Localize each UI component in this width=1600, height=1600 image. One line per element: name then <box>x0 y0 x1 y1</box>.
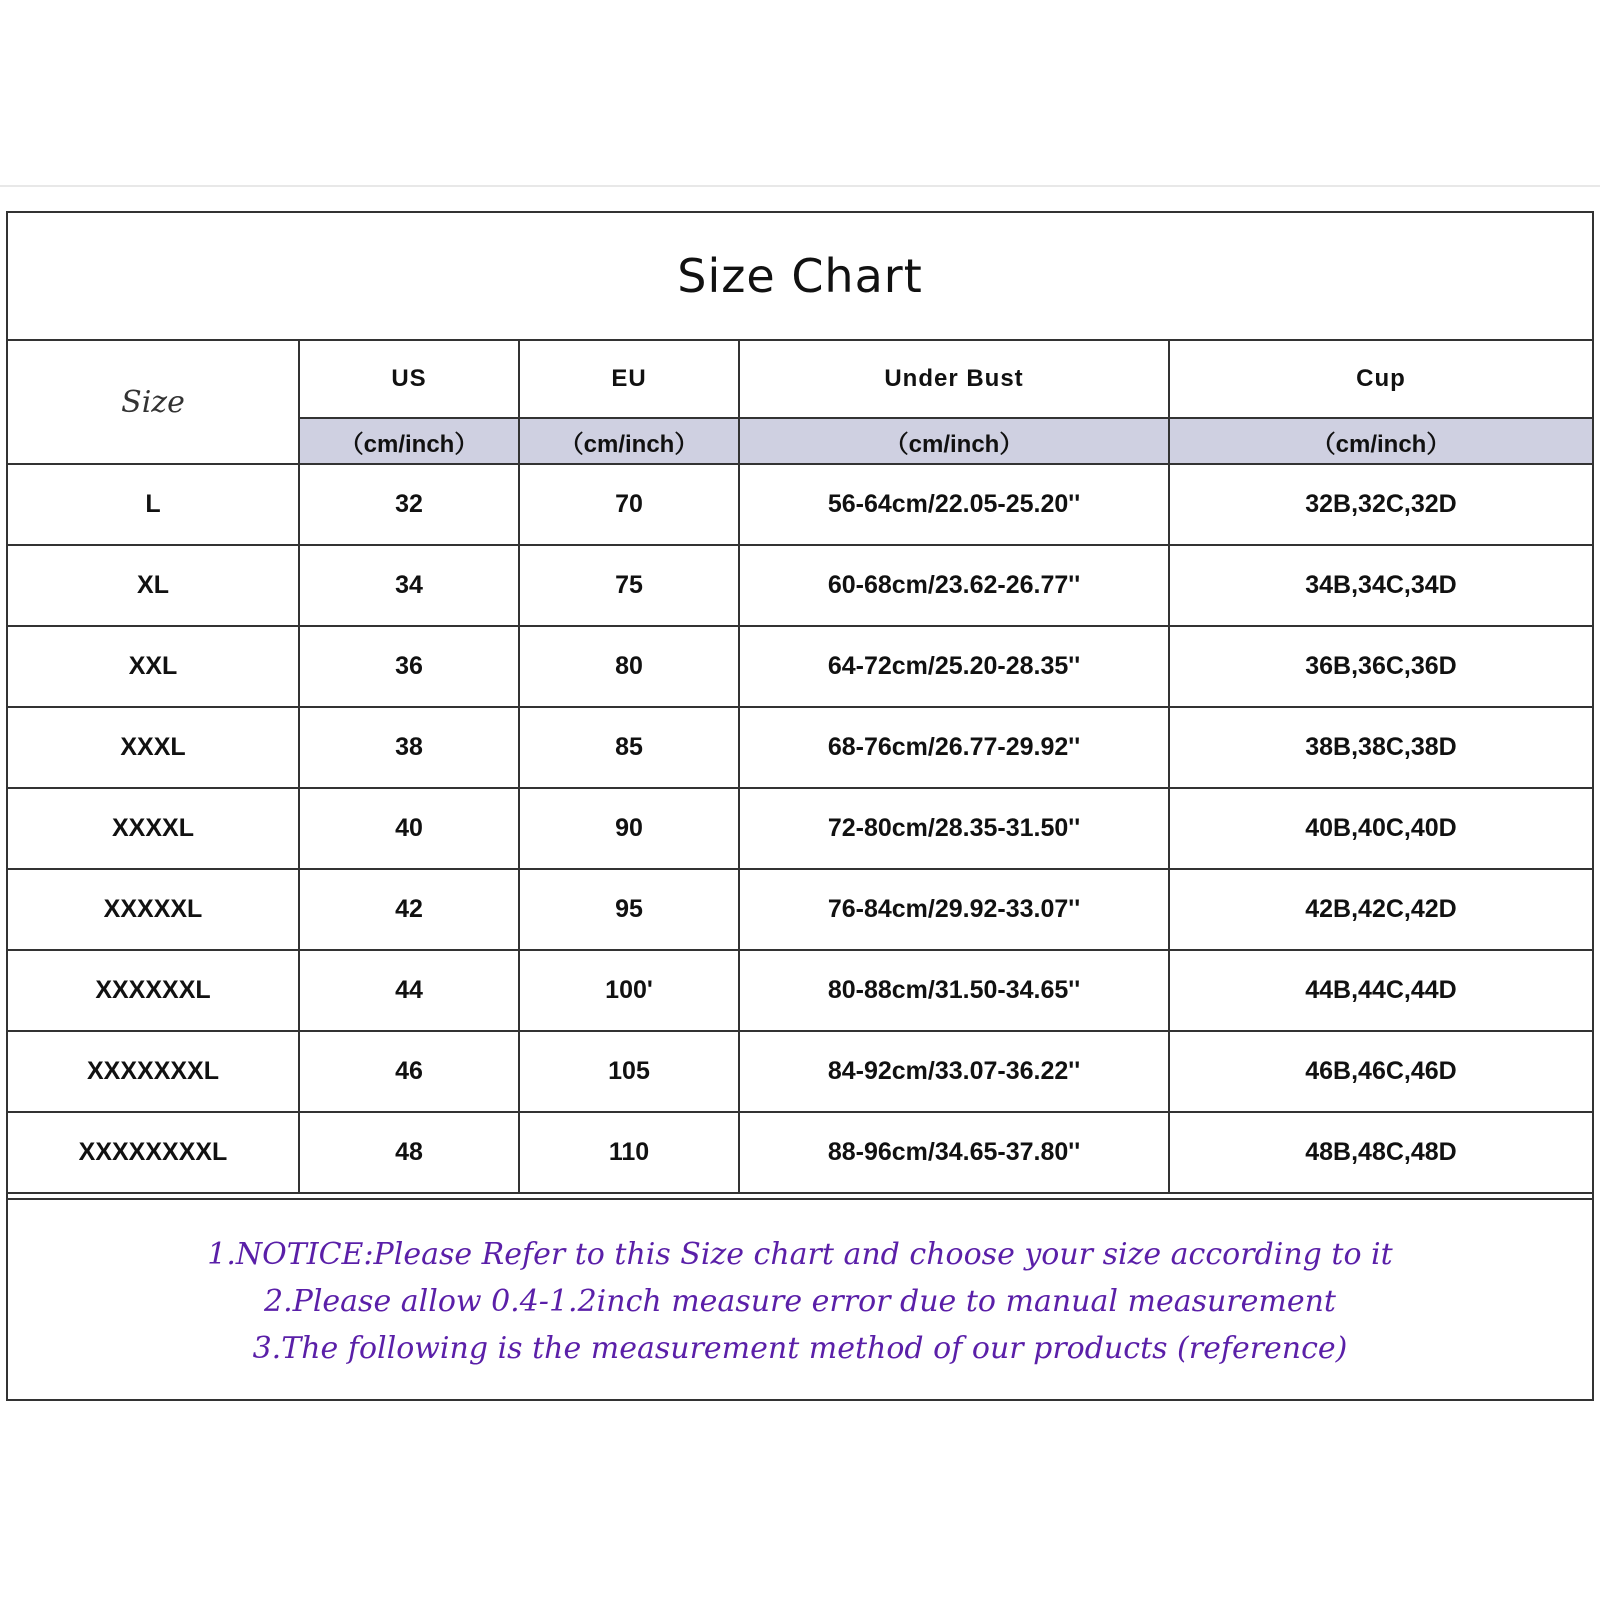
eu-cell: 70 <box>519 464 739 545</box>
table-row <box>8 464 1592 545</box>
size-cell: XXXXXXXL <box>8 1031 299 1112</box>
under-bust-cell: 76-84cm/29.92-33.07'' <box>739 869 1169 950</box>
size-chart-frame <box>6 211 1594 1401</box>
unit-us: （cm/inch） <box>299 418 519 464</box>
header-us: US <box>299 340 519 418</box>
table-row <box>8 869 1592 950</box>
eu-cell: 85 <box>519 707 739 788</box>
us-cell: 38 <box>299 707 519 788</box>
size-table <box>8 339 1592 1194</box>
us-cell: 32 <box>299 464 519 545</box>
cup-cell: 46B,46C,46D <box>1169 1031 1592 1112</box>
size-cell: XXL <box>8 626 299 707</box>
chart-title: Size Chart <box>677 249 923 303</box>
cup-cell: 32B,32C,32D <box>1169 464 1592 545</box>
eu-cell: 100' <box>519 950 739 1031</box>
size-cell: L <box>8 464 299 545</box>
eu-cell: 105 <box>519 1031 739 1112</box>
us-cell: 36 <box>299 626 519 707</box>
under-bust-cell: 72-80cm/28.35-31.50'' <box>739 788 1169 869</box>
table-row <box>8 788 1592 869</box>
cup-cell: 42B,42C,42D <box>1169 869 1592 950</box>
eu-cell: 110 <box>519 1112 739 1193</box>
eu-cell: 80 <box>519 626 739 707</box>
header-under-bust: Under Bust <box>739 340 1169 418</box>
under-bust-cell: 64-72cm/25.20-28.35'' <box>739 626 1169 707</box>
cup-cell: 36B,36C,36D <box>1169 626 1592 707</box>
cup-cell: 44B,44C,44D <box>1169 950 1592 1031</box>
eu-cell: 75 <box>519 545 739 626</box>
table-row <box>8 1112 1592 1193</box>
under-bust-cell: 56-64cm/22.05-25.20'' <box>739 464 1169 545</box>
unit-cup: （cm/inch） <box>1169 418 1592 464</box>
us-cell: 48 <box>299 1112 519 1193</box>
size-cell: XL <box>8 545 299 626</box>
under-bust-cell: 88-96cm/34.65-37.80'' <box>739 1112 1169 1193</box>
eu-cell: 90 <box>519 788 739 869</box>
table-row <box>8 626 1592 707</box>
table-row <box>8 950 1592 1031</box>
size-cell: XXXXXXL <box>8 950 299 1031</box>
notes-section <box>8 1198 1592 1403</box>
unit-under-bust: （cm/inch） <box>739 418 1169 464</box>
cup-cell: 48B,48C,48D <box>1169 1112 1592 1193</box>
note-1: 1.NOTICE:Please Refer to this Size chart and choose your size according to it <box>207 1237 1393 1272</box>
under-bust-cell: 84-92cm/33.07-36.22'' <box>739 1031 1169 1112</box>
note-2: 2.Please allow 0.4-1.2inch measure error due to manual measurement <box>264 1284 1336 1319</box>
us-cell: 44 <box>299 950 519 1031</box>
unit-eu: （cm/inch） <box>519 418 739 464</box>
us-cell: 42 <box>299 869 519 950</box>
under-bust-cell: 80-88cm/31.50-34.65'' <box>739 950 1169 1031</box>
size-cell: XXXXXXXXL <box>8 1112 299 1193</box>
header-size: Size <box>8 340 299 464</box>
size-cell: XXXL <box>8 707 299 788</box>
note-3: 3.The following is the measurement method of our products (reference) <box>252 1331 1348 1366</box>
size-cell: XXXXXL <box>8 869 299 950</box>
cup-cell: 40B,40C,40D <box>1169 788 1592 869</box>
cup-cell: 34B,34C,34D <box>1169 545 1592 626</box>
header-cup: Cup <box>1169 340 1592 418</box>
header-eu: EU <box>519 340 739 418</box>
under-bust-cell: 60-68cm/23.62-26.77'' <box>739 545 1169 626</box>
under-bust-cell: 68-76cm/26.77-29.92'' <box>739 707 1169 788</box>
table-row <box>8 545 1592 626</box>
us-cell: 40 <box>299 788 519 869</box>
us-cell: 46 <box>299 1031 519 1112</box>
eu-cell: 95 <box>519 869 739 950</box>
header-row <box>8 340 1592 418</box>
us-cell: 34 <box>299 545 519 626</box>
table-row <box>8 1031 1592 1112</box>
cup-cell: 38B,38C,38D <box>1169 707 1592 788</box>
size-cell: XXXXL <box>8 788 299 869</box>
top-divider <box>0 185 1600 187</box>
table-row <box>8 707 1592 788</box>
